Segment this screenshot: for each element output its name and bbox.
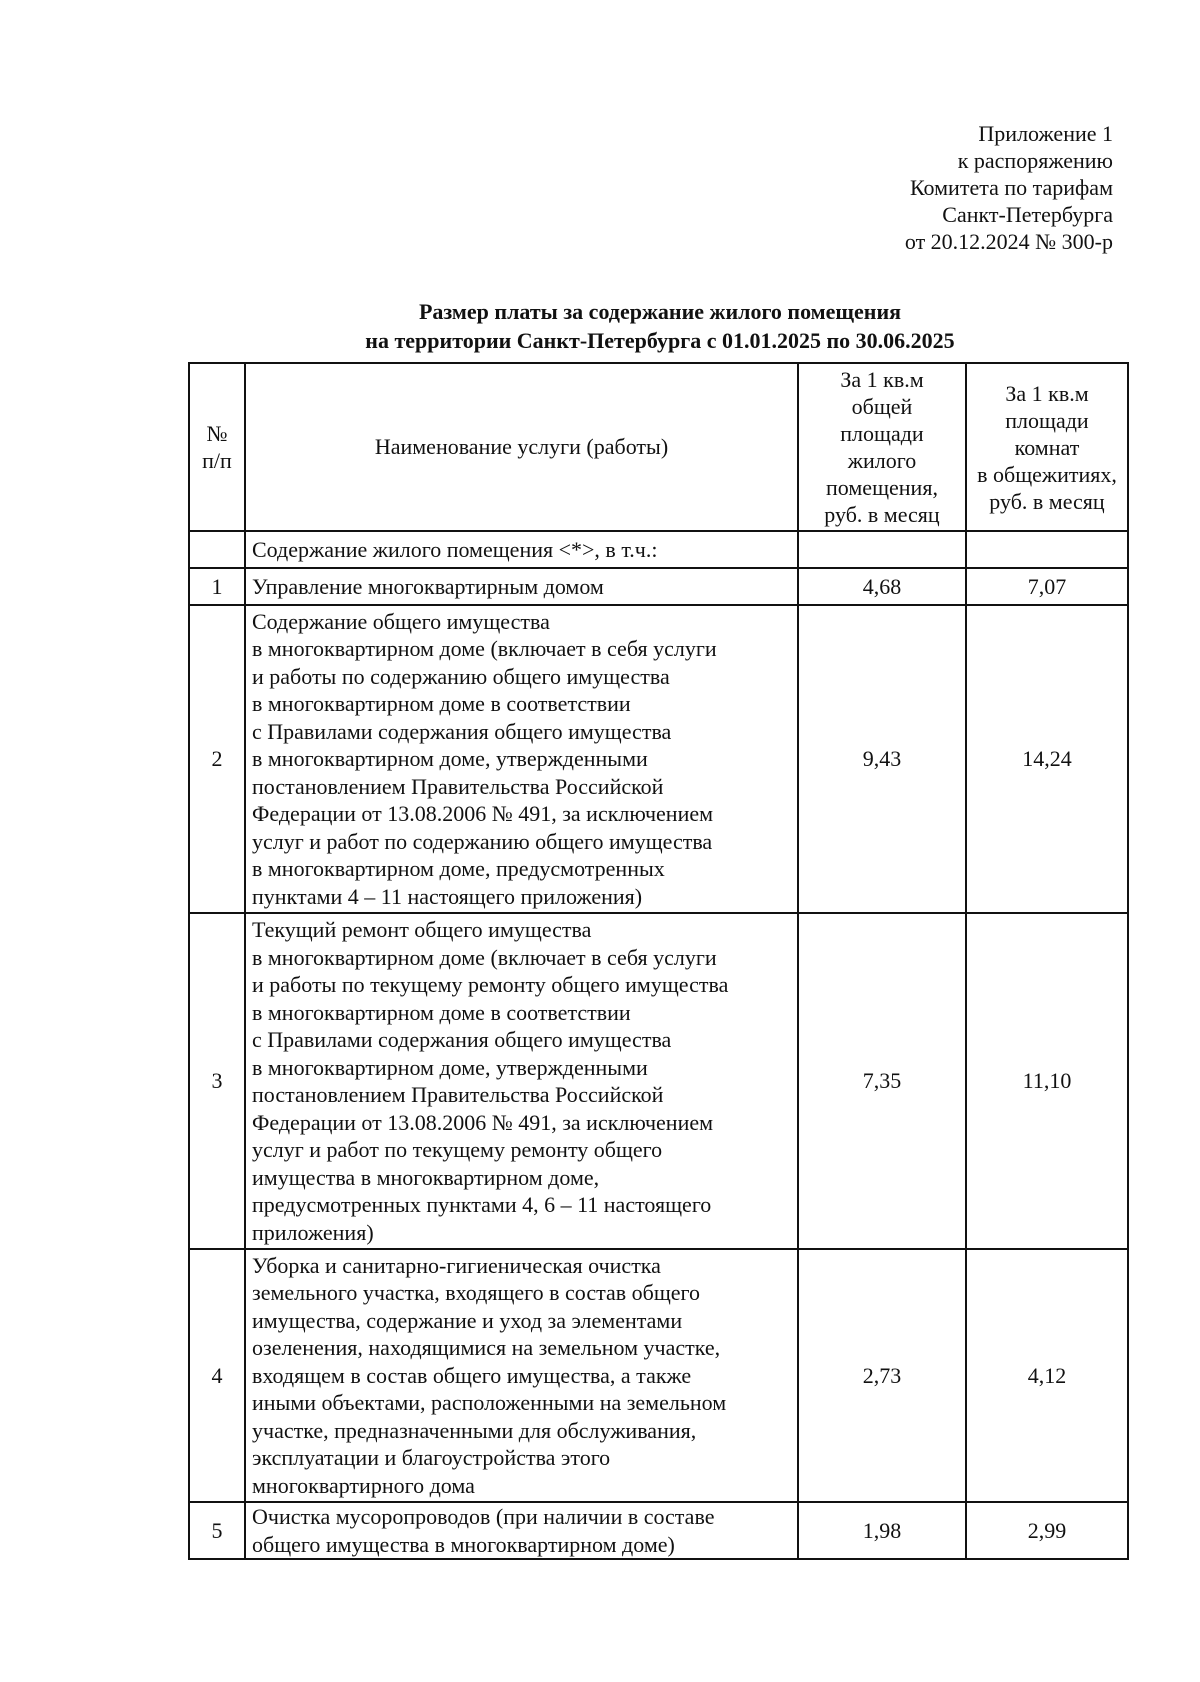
service-name-line: в многоквартирном доме, предусмотренных (252, 856, 665, 882)
row-number: 5 (189, 1502, 245, 1559)
header-line: руб. в месяц (824, 502, 940, 527)
service-name-line: и работы по текущему ремонту общего имущества (252, 972, 729, 997)
row-number: 1 (189, 568, 245, 605)
service-name-line: иными объектами, расположенными на земельном (252, 1390, 727, 1416)
table-subtitle-row (189, 531, 1128, 568)
subtitle-num-cell (189, 531, 245, 568)
service-name (245, 1249, 798, 1502)
service-name-line: общего имущества в многоквартирном доме) (252, 1531, 675, 1557)
table-row (189, 605, 1128, 913)
header-num-line: п/п (202, 448, 232, 473)
service-name (245, 605, 798, 913)
subtitle-price-cell (798, 531, 966, 568)
service-name-line: многоквартирного дома (252, 1472, 475, 1498)
service-name-line: с Правилами содержания общего имущества (252, 1027, 672, 1052)
service-name-line: Содержание общего имущества (252, 608, 550, 634)
price-general: 4,68 (798, 568, 966, 605)
service-name-line: в многоквартирном доме (включает в себя услуги (252, 944, 717, 970)
header-line: помещения, (826, 475, 938, 500)
header-line: руб. в месяц (989, 488, 1105, 514)
service-name-line: участке, предназначенными для обслуживания, (252, 1417, 697, 1443)
title-line: на территории Санкт-Петербурга с 01.01.2025 по 30.06.2025 (365, 328, 955, 353)
service-name-line: эксплуатации и благоустройства этого (252, 1445, 611, 1471)
row-number: 2 (189, 605, 245, 913)
header-line: в общежитиях, (977, 461, 1117, 487)
row-number: 4 (189, 1249, 245, 1502)
appendix-header (905, 120, 1113, 255)
appendix-line: Санкт-Петербурга (942, 202, 1113, 227)
service-name-line: земельного участка, входящего в состав общего (252, 1280, 701, 1306)
table-header-row (189, 363, 1128, 531)
appendix-line: Комитета по тарифам (909, 175, 1113, 200)
service-name-line: в многоквартирном доме в соответствии (252, 691, 631, 717)
service-name-line: входящем в состав общего имущества, а также (252, 1362, 692, 1388)
service-name-line: Уборка и санитарно-гигиеническая очистка (252, 1252, 661, 1278)
header-price-dorm (966, 363, 1128, 531)
price-general: 9,43 (798, 605, 966, 913)
appendix-line: от 20.12.2024 № 300-р (904, 229, 1113, 254)
service-name-line: приложения) (252, 1219, 374, 1245)
header-line: площади (840, 421, 924, 446)
service-name (245, 1502, 798, 1559)
price-dorm: 11,10 (966, 913, 1128, 1249)
subtitle-cell: Содержание жилого помещения <*>, в т.ч.: (245, 531, 798, 568)
price-general: 2,73 (798, 1249, 966, 1502)
service-name-line: и работы по содержанию общего имущества (252, 663, 670, 689)
price-general: 7,35 (798, 913, 966, 1249)
appendix-line: к распоряжению (957, 148, 1113, 173)
service-name-line: в многоквартирном доме в соответствии (252, 999, 631, 1025)
header-line: комнат (1014, 434, 1080, 460)
header-num-line: № (206, 420, 228, 446)
service-name-line: Федерации от 13.08.2006 № 491, за исключением (252, 1109, 714, 1135)
price-dorm: 2,99 (966, 1502, 1128, 1559)
title-line: Размер платы за содержание жилого помещения (418, 299, 902, 324)
table-row (189, 913, 1128, 1249)
service-name-line: с Правилами содержания общего имущества (252, 718, 672, 744)
table-row (189, 568, 1128, 605)
header-line: жилого (847, 448, 917, 473)
service-name-line: имущества, содержание и уход за элементами (252, 1307, 683, 1333)
service-name-line: Текущий ремонт общего имущества (252, 917, 592, 942)
tariff-table (188, 362, 1129, 1560)
price-dorm: 14,24 (966, 605, 1128, 913)
service-name-line: в многоквартирном доме, утвержденными (252, 1054, 648, 1080)
service-name (245, 913, 798, 1249)
service-name-line: предусмотренных пунктами 4, 6 – 11 настоящего (252, 1192, 712, 1217)
service-name-line: в многоквартирном доме, утвержденными (252, 746, 648, 772)
price-dorm: 7,07 (966, 568, 1128, 605)
header-num (189, 363, 245, 531)
service-name-line: услуг и работ по содержанию общего имущества (252, 828, 713, 854)
service-name-line: в многоквартирном доме (включает в себя услуги (252, 636, 717, 662)
header-price-general (798, 363, 966, 531)
header-line: общей (851, 394, 913, 419)
header-line: За 1 кв.м (1005, 380, 1089, 406)
header-line: площади (1005, 407, 1089, 433)
table-row (189, 1502, 1128, 1559)
price-general: 1,98 (798, 1502, 966, 1559)
service-name-line: Управление многоквартирным домом (252, 573, 604, 599)
service-name-line: постановлением Правительства Российской (252, 773, 664, 799)
service-name-line: имущества в многоквартирном доме, (252, 1164, 600, 1190)
document-title (190, 297, 1130, 355)
appendix-line: Приложение 1 (978, 121, 1113, 146)
row-number: 3 (189, 913, 245, 1249)
service-name-line: услуг и работ по текущему ремонту общего (252, 1137, 663, 1162)
header-name: Наименование услуги (работы) (245, 363, 798, 531)
service-name-line: Федерации от 13.08.2006 № 491, за исключением (252, 801, 714, 827)
price-dorm: 4,12 (966, 1249, 1128, 1502)
header-line: За 1 кв.м (840, 367, 924, 392)
service-name-line: постановлением Правительства Российской (252, 1082, 664, 1107)
service-name-line: Очистка мусоропроводов (при наличии в составе (252, 1504, 715, 1529)
table-row (189, 1249, 1128, 1502)
subtitle-price-cell (966, 531, 1128, 568)
service-name-line: пунктами 4 – 11 настоящего приложения) (252, 883, 643, 909)
service-name (245, 568, 798, 605)
service-name-line: озеленения, находящимися на земельном участке, (252, 1335, 721, 1361)
